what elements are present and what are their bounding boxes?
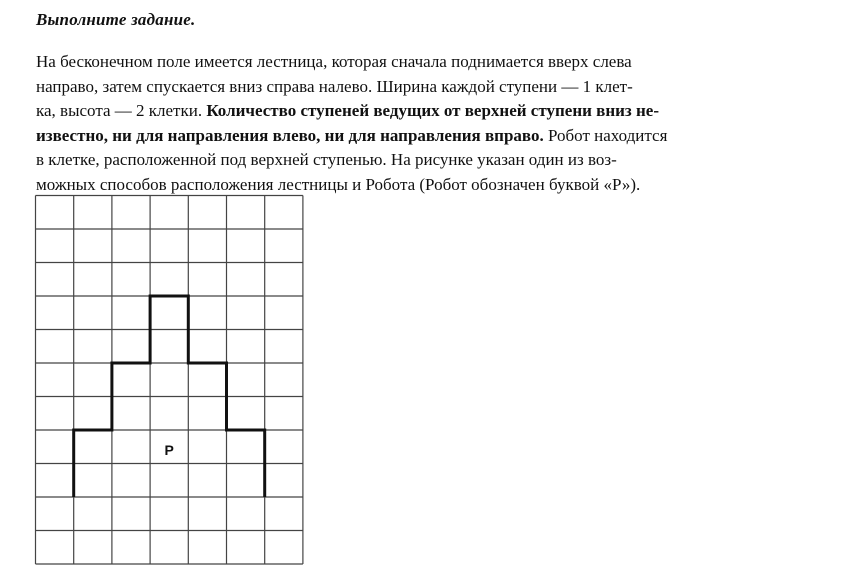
task-line-4-normal: Робот находится bbox=[543, 125, 668, 145]
grid-field bbox=[34, 194, 304, 568]
task-line-1: На бесконечном поле имеется лестница, которая сначала поднимается вверх слева bbox=[36, 52, 632, 71]
task-line-3 bbox=[36, 99, 816, 124]
task-line-4 bbox=[36, 124, 816, 149]
robot-label: Р bbox=[164, 442, 174, 459]
task-text bbox=[36, 50, 816, 197]
task-line-6: можных способов расположения лестницы и Робота (Робот обозначен буквой «Р»). bbox=[36, 174, 641, 194]
task-line-3-bold: Количество ступеней ведущих от верхней ступени вниз не- bbox=[206, 101, 660, 120]
task-line-5: в клетке, расположенной под верхней ступенью. На рисунке указан один из воз- bbox=[36, 150, 617, 169]
task-heading: Выполните задание. bbox=[36, 10, 196, 29]
staircase-figure bbox=[34, 194, 304, 568]
task-line-3-normal: ка, высота — 2 клетки. bbox=[36, 101, 207, 120]
task-line-4-bold: известно, ни для направления влево, ни для направления вправо. bbox=[36, 125, 544, 145]
grid-lines bbox=[36, 196, 303, 565]
task-line-2: направо, затем спускается вниз справа налево. Ширина каждой ступени — 1 клет- bbox=[36, 76, 633, 96]
